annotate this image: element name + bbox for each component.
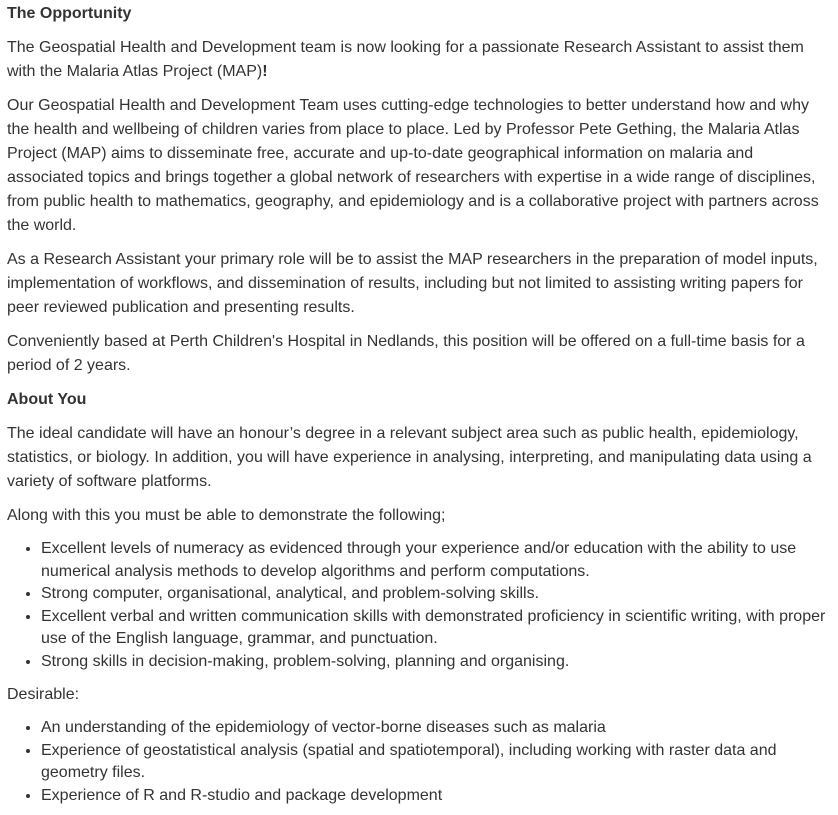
- ideal-candidate-paragraph: The ideal candidate will have an honour’s degree in a relevant subject area such as public health, epidemiology, statistics, or biology. In addition, you will have experience in analysing, interpreting, and manipulating data using a variety of software platforms.: [7, 425, 812, 490]
- demonstrate-intro-paragraph: Along with this you must be able to demonstrate the following;: [7, 507, 446, 524]
- list-item: • Strong computer, organisational, analytical, and problem-solving skills.: [41, 583, 832, 606]
- opportunity-heading: The Opportunity: [7, 5, 132, 22]
- list-item: • Experience of geostatistical analysis (spatial and spatiotemporal), including working with raster data and geometry files.: [41, 740, 832, 785]
- about-you-heading: About You: [7, 391, 87, 408]
- team-description-paragraph: Our Geospatial Health and Development Team uses cutting-edge technologies to better understand how and why the health and wellbeing of children varies from place to place. Led by Professor Pete Gething, the Malaria Atlas Project (MAP) aims to disseminate free, accurate and up-to-date geographical information on malaria and associated topics and brings together a global network of researchers with expertise in a wide range of disciplines, from public health to mathematics, geography, and epidemiology and is a collaborative project with partners across the world.: [7, 97, 819, 234]
- location-paragraph: Conveniently based at Perth Children's Hospital in Nedlands, this position will be offered on a full-time basis for a period of 2 years.: [7, 333, 805, 374]
- opportunity-intro-text: The Geospatial Health and Development team is now looking for a passionate Research Assistant to assist them with the Malaria Atlas Project (MAP): [7, 39, 804, 80]
- opportunity-intro-exclamation: !: [262, 63, 268, 80]
- requirements-list: [7, 538, 832, 673]
- role-description-paragraph: As a Research Assistant your primary role will be to assist the MAP researchers in the preparation of model inputs, implementation of workflows, and dissemination of results, including but not limited to assisting writing papers for peer reviewed publication and presenting results.: [7, 251, 818, 316]
- desirable-list: [7, 717, 832, 807]
- desirable-label: Desirable:: [7, 686, 80, 703]
- list-item: • An understanding of the epidemiology of vector-borne diseases such as malaria: [41, 717, 832, 740]
- list-item: • Excellent verbal and written communication skills with demonstrated proficiency in scientific writing, with proper use of the English language, grammar, and punctuation.: [41, 606, 832, 651]
- list-item: • Excellent levels of numeracy as evidenced through your experience and/or education with the ability to use numerical analysis methods to develop algorithms and perform computations.: [41, 538, 832, 583]
- list-item: • Experience of R and R-studio and package development: [41, 785, 832, 808]
- list-item: • Strong skills in decision-making, problem-solving, planning and organising.: [41, 651, 832, 674]
- opportunity-intro-paragraph: [7, 36, 832, 84]
